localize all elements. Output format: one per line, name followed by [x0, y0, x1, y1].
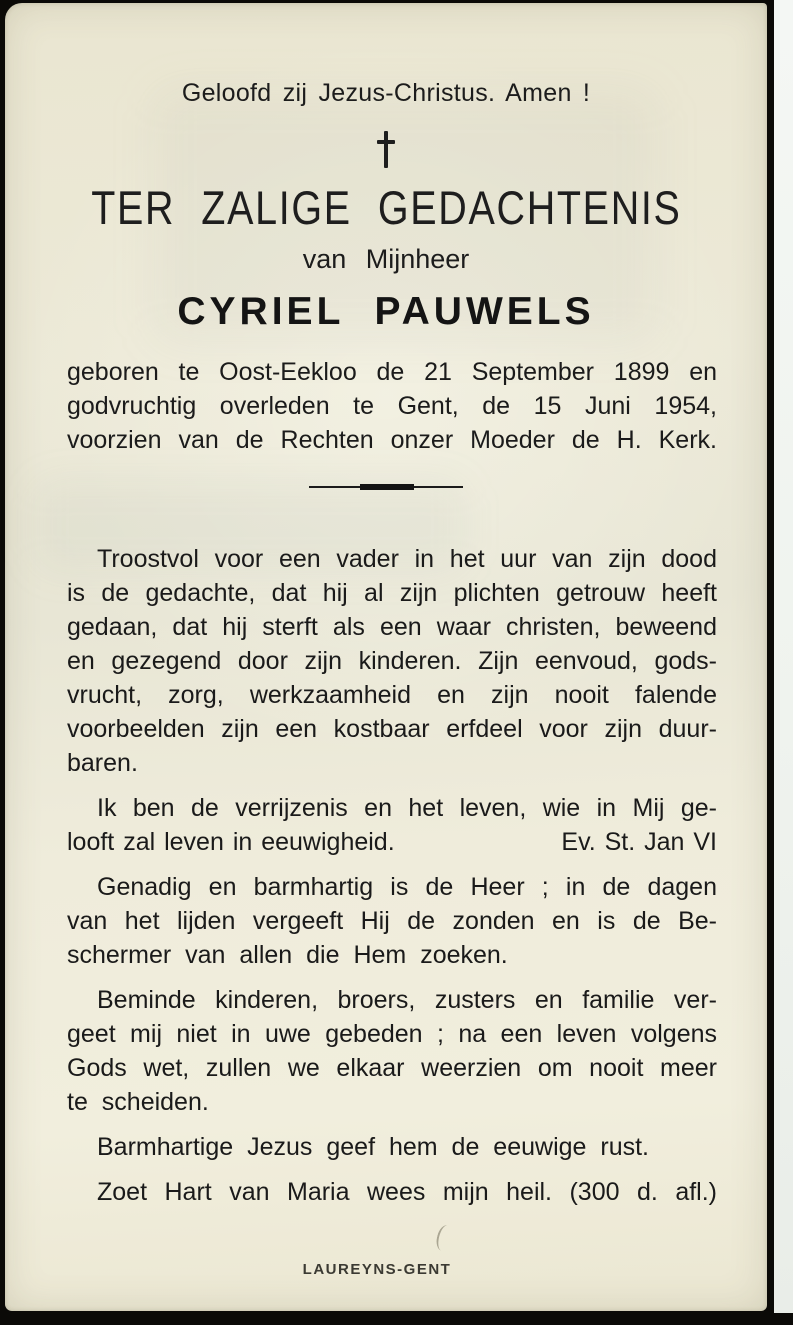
paragraph-consolation: [67, 542, 717, 780]
cross-icon-bar: [377, 140, 395, 144]
scripture-reference: Ev. St. Jan VI: [561, 828, 717, 856]
text-line: schermer van allen die Hem zoeken.: [67, 941, 508, 969]
scripture-text: looft zal leven in eeuwigheid.: [67, 828, 395, 856]
paragraph-farewell: [67, 983, 717, 1119]
text-line: Ik ben de verrijzenis en het leven, wie in Mij ge-: [97, 794, 717, 822]
text-line: [67, 825, 717, 859]
cross-icon-stem: [384, 131, 388, 168]
text-line: gedaan, dat hij sterft als een waar christen, beweend: [67, 613, 717, 641]
paragraph-indulgence: [67, 1175, 717, 1209]
blessing-line: Geloofd zij Jezus-Christus. Amen !: [181, 79, 591, 107]
paragraph-psalm: [67, 870, 717, 972]
subtitle-van-mijnheer: van Mijnheer: [302, 244, 470, 274]
printer-mark: LAUREYNS-GENT: [302, 1261, 452, 1278]
text-line: Troostvol voor een vader in het uur van zijn dood: [97, 545, 717, 573]
text-line: te scheiden.: [67, 1088, 209, 1116]
text-line: Beminde kinderen, broers, zusters en familie ver-: [97, 986, 717, 1014]
vitals-line: geboren te Oost-Eekloo de 21 September 1899 en: [67, 358, 717, 386]
memorial-title: [5, 180, 767, 235]
section-divider-rule: [309, 486, 463, 488]
text-line: Barmhartige Jezus geef hem de eeuwige rust.: [97, 1133, 649, 1161]
text-line: is de gedachte, dat hij al zijn plichten getrouw heeft: [67, 579, 717, 607]
vitals-line: voorzien van de Rechten onzer Moeder de H. Kerk.: [67, 426, 717, 454]
text-line: geet mij niet in uwe gebeden ; na een leven volgens: [67, 1020, 717, 1048]
paragraph-scripture-john: [67, 791, 717, 859]
deceased-name: CYRIEL PAUWELS: [177, 290, 595, 333]
scan-scratch-artifact: [434, 1224, 455, 1253]
text-line: Zoet Hart van Maria wees mijn heil. (300 d. afl.): [97, 1178, 717, 1206]
birth-death-block: [67, 355, 717, 457]
cross-icon: [377, 131, 395, 168]
text-line: Gods wet, zullen we elkaar weerzien om nooit meer: [67, 1054, 717, 1082]
scanner-bed-strip: [774, 0, 793, 1313]
text-line: baren.: [67, 749, 138, 777]
text-line: voorbeelden zijn een kostbaar erfdeel voor zijn duur-: [67, 715, 717, 743]
memorial-title-text: TER ZALIGE GEDACHTENIS: [90, 181, 682, 234]
vitals-line: godvruchtig overleden te Gent, de 15 Juni 1954,: [67, 392, 717, 420]
memorial-text-block: [67, 542, 717, 1220]
text-line: en gezegend door zijn kinderen. Zijn eenvoud, gods-: [67, 647, 717, 675]
text-line: van het lijden vergeeft Hij de zonden en is de Be-: [67, 907, 717, 935]
text-line: vrucht, zorg, werkzaamheid en zijn nooit falende: [67, 681, 717, 709]
memorial-card: [5, 3, 767, 1311]
paragraph-prayer-rest: [67, 1130, 717, 1164]
text-line: Genadig en barmhartig is de Heer ; in de dagen: [97, 873, 717, 901]
